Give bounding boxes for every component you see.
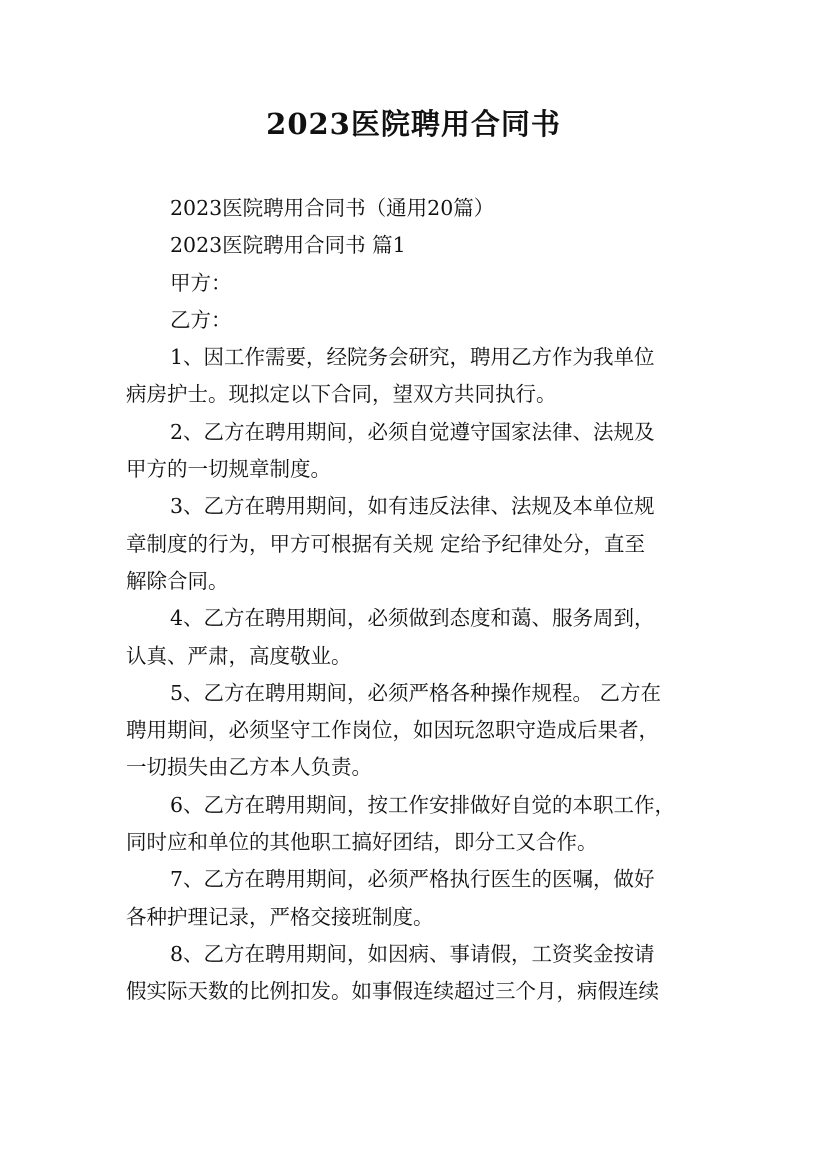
body-line: 7、乙方在聘用期间，必须严格执行医生的医嘱，做好: [170, 867, 655, 892]
body-line: 病房护士。现拟定以下合同，望双方共同执行。: [126, 382, 557, 407]
body-line: 解除合同。: [126, 568, 229, 593]
body-line: 8、乙方在聘用期间，如因病、事请假，工资奖金按请: [170, 941, 655, 966]
body-line: 章制度的行为，甲方可根据有关规 定给予纪律处分，直至: [126, 531, 646, 556]
body-line: 4、乙方在聘用期间，必须做到态度和蔼、服务周到，: [170, 606, 655, 631]
document-body: [126, 190, 716, 1011]
body-line: 聘用期间，必须坚守工作岗位，如因玩忽职守造成后果者，: [126, 718, 659, 743]
body-line: 5、乙方在聘用期间，必须严格各种操作规程。 乙方在: [170, 680, 662, 705]
body-line: 假实际天数的比例扣发。如事假连续超过三个月，病假连续: [126, 979, 659, 1004]
body-line: 甲方的一切规章制度。: [126, 457, 331, 482]
body-line: 2023医院聘用合同书 篇1: [170, 233, 406, 258]
document-title: 2023医院聘用合同书: [266, 107, 561, 141]
body-line: 一切损失由乙方本人负责。: [126, 755, 372, 780]
body-line: 各种护理记录，严格交接班制度。: [126, 904, 434, 929]
body-line: 同时应和单位的其他职工搞好团结，即分工又合作。: [126, 830, 598, 855]
body-line: 1、因工作需要，经院务会研究，聘用乙方作为我单位: [170, 345, 655, 370]
body-line: 乙方：: [170, 307, 232, 332]
body-line: 认真、严肃，高度敬业。: [126, 643, 352, 668]
body-line: 甲方：: [170, 270, 232, 295]
body-line: 6、乙方在聘用期间，按工作安排做好自觉的本职工作，: [170, 792, 676, 817]
body-line: 2、乙方在聘用期间，必须自觉遵守国家法律、法规及: [170, 419, 655, 444]
body-line: 2023医院聘用合同书（通用20篇）: [170, 196, 495, 220]
body-line: 3、乙方在聘用期间，如有违反法律、法规及本单位规: [170, 494, 655, 519]
